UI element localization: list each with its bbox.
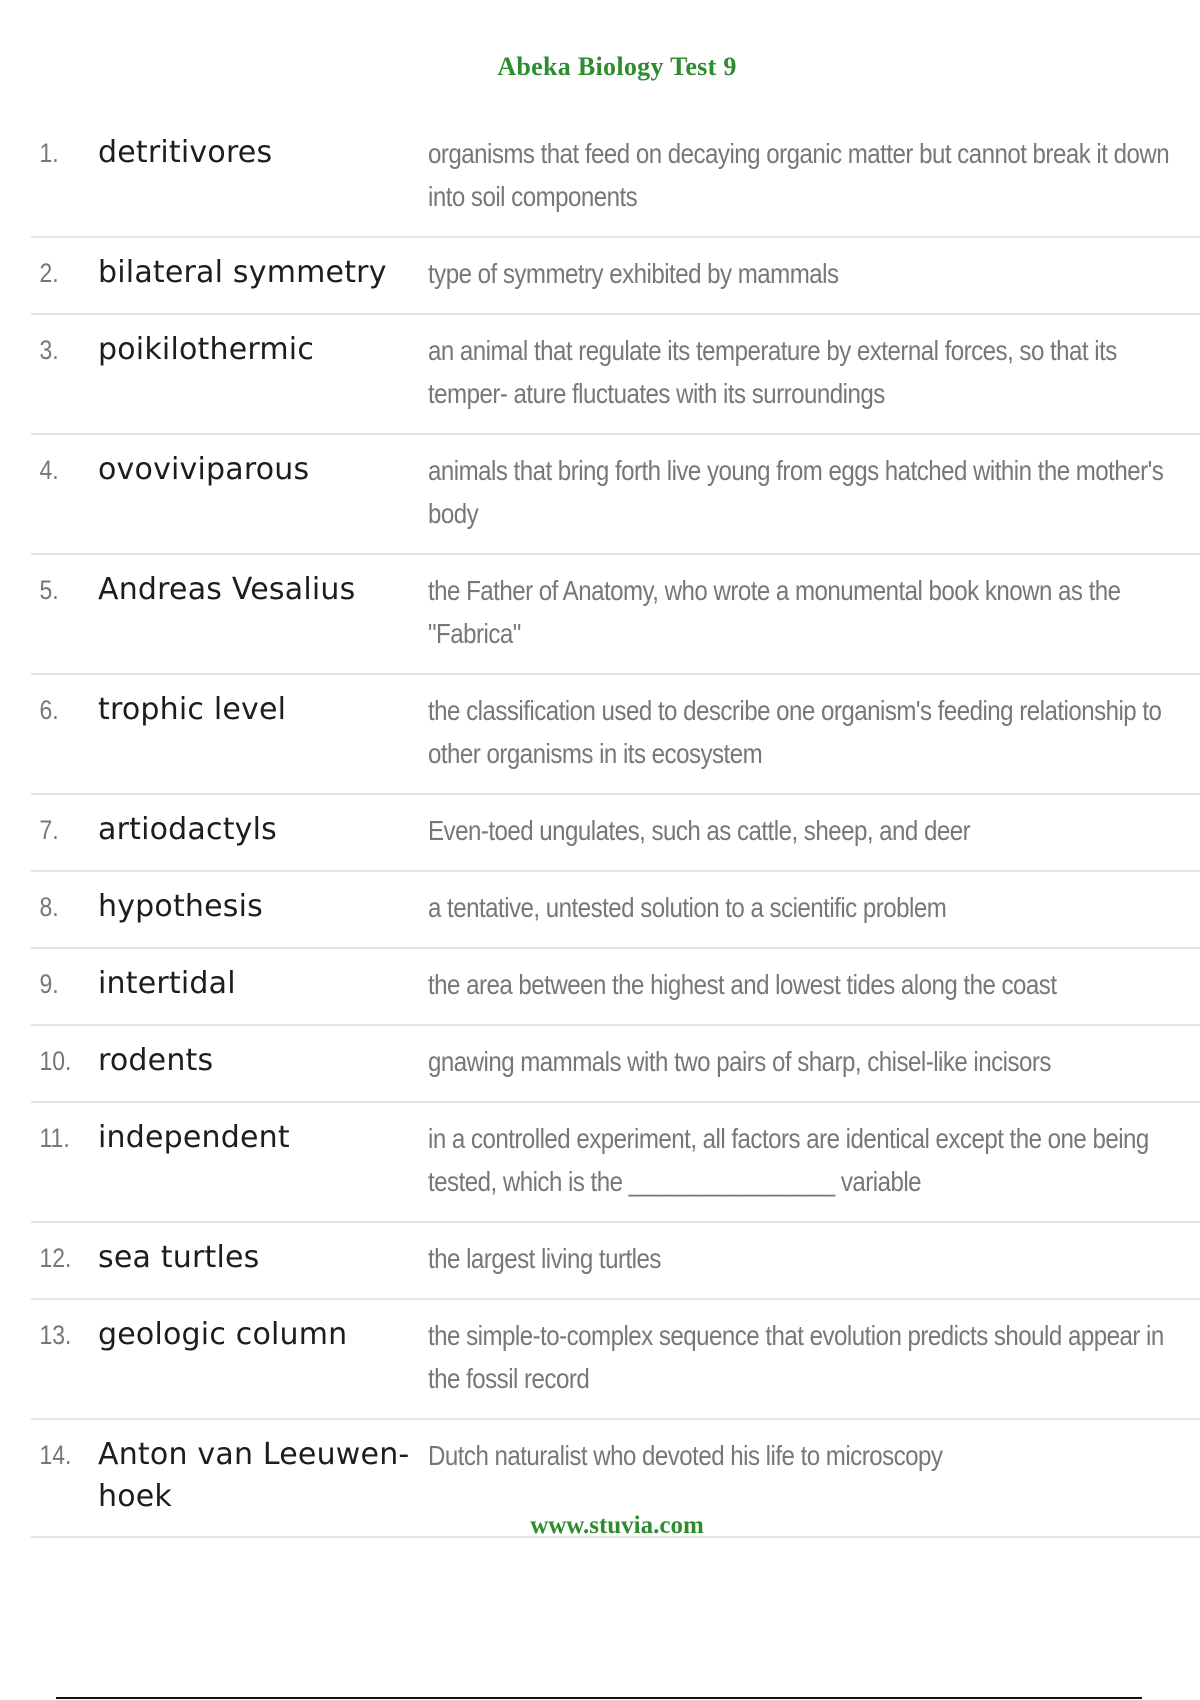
item-number: 4. xyxy=(39,455,59,485)
item-definition xyxy=(428,1314,1200,1400)
item-definition-text: the classification used to describe one organism's feeding relationship to other organisms in its ecosystem xyxy=(428,695,1162,769)
item-term: rodents xyxy=(98,1043,214,1078)
item-definition xyxy=(428,132,1200,218)
item-definition xyxy=(428,329,1200,415)
item-definition xyxy=(428,1237,1200,1280)
list-item xyxy=(31,675,1200,795)
item-number: 5. xyxy=(39,575,59,605)
item-term: Anton van Leeuwen- hoek xyxy=(98,1437,410,1514)
item-definition xyxy=(428,1040,1200,1083)
item-definition xyxy=(428,689,1200,775)
item-definition xyxy=(428,252,1200,295)
item-term: detritivores xyxy=(98,135,273,170)
item-term: poikilothermic xyxy=(98,332,315,367)
item-term: ovoviviparous xyxy=(98,452,310,487)
item-definition-text: the simple-to-complex sequence that evolution predicts should appear in the fossil record xyxy=(428,1320,1164,1394)
item-number: 11. xyxy=(39,1123,70,1153)
item-definition-text: a tentative, untested solution to a scientific problem xyxy=(428,892,947,923)
item-term: trophic level xyxy=(98,692,287,727)
list-item xyxy=(31,118,1200,238)
item-definition-text: the largest living turtles xyxy=(428,1243,661,1274)
item-number: 14. xyxy=(39,1440,72,1470)
item-term: independent xyxy=(98,1120,290,1155)
item-definition-text: organisms that feed on decaying organic matter but cannot break it down into soil components xyxy=(428,138,1170,212)
item-definition xyxy=(428,809,1200,852)
item-term: Andreas Vesalius xyxy=(98,572,356,607)
item-term: geologic column xyxy=(98,1317,348,1352)
item-definition-text: the Father of Anatomy, who wrote a monumental book known as the "Fabrica" xyxy=(428,575,1121,649)
list-item xyxy=(31,949,1200,1026)
item-definition-text: in a controlled experiment, all factors are identical except the one being tested, which is the ________________ variable xyxy=(428,1123,1149,1197)
item-definition xyxy=(428,1117,1200,1203)
item-term: sea turtles xyxy=(98,1240,260,1275)
list-item xyxy=(31,1026,1200,1103)
item-number: 6. xyxy=(39,695,59,725)
item-number: 9. xyxy=(39,969,59,999)
item-number: 12. xyxy=(39,1243,72,1273)
item-definition xyxy=(428,569,1200,655)
list-item xyxy=(31,1103,1200,1223)
list-item xyxy=(31,238,1200,315)
item-term: intertidal xyxy=(98,966,236,1001)
item-number: 10. xyxy=(39,1046,72,1076)
item-definition-text: Dutch naturalist who devoted his life to microscopy xyxy=(428,1440,943,1471)
list-item xyxy=(31,1223,1200,1300)
bottom-rule xyxy=(56,1697,1142,1699)
footer-url: www.stuvia.com xyxy=(530,1512,704,1539)
item-definition-text: an animal that regulate its temperature by external forces, so that its temper- ature fluctuates with its surroundings xyxy=(428,335,1117,409)
list-item xyxy=(31,872,1200,949)
item-number: 8. xyxy=(39,892,59,922)
item-term: hypothesis xyxy=(98,889,263,924)
list-item xyxy=(31,1300,1200,1420)
item-definition xyxy=(428,449,1200,535)
item-definition xyxy=(428,886,1200,929)
item-definition-text: animals that bring forth live young from eggs hatched within the mother's body xyxy=(428,455,1164,529)
item-definition-text: the area between the highest and lowest tides along the coast xyxy=(428,969,1057,1000)
item-number: 13. xyxy=(39,1320,72,1350)
list-item xyxy=(31,315,1200,435)
list-item xyxy=(31,555,1200,675)
item-definition-text: type of symmetry exhibited by mammals xyxy=(428,258,839,289)
item-number: 3. xyxy=(39,335,59,365)
term-list xyxy=(31,118,1200,1538)
page-title: Abeka Biology Test 9 xyxy=(497,52,737,81)
item-term: bilateral symmetry xyxy=(98,255,387,290)
item-number: 1. xyxy=(39,138,59,168)
item-definition-text: gnawing mammals with two pairs of sharp, chisel-like incisors xyxy=(428,1046,1051,1077)
list-item xyxy=(31,795,1200,872)
item-number: 2. xyxy=(39,258,59,288)
item-definition-text: Even-toed ungulates, such as cattle, sheep, and deer xyxy=(428,815,971,846)
item-definition xyxy=(428,963,1200,1006)
item-definition xyxy=(428,1434,1200,1477)
item-term: artiodactyls xyxy=(98,812,277,847)
list-item xyxy=(31,435,1200,555)
item-number: 7. xyxy=(39,815,59,845)
